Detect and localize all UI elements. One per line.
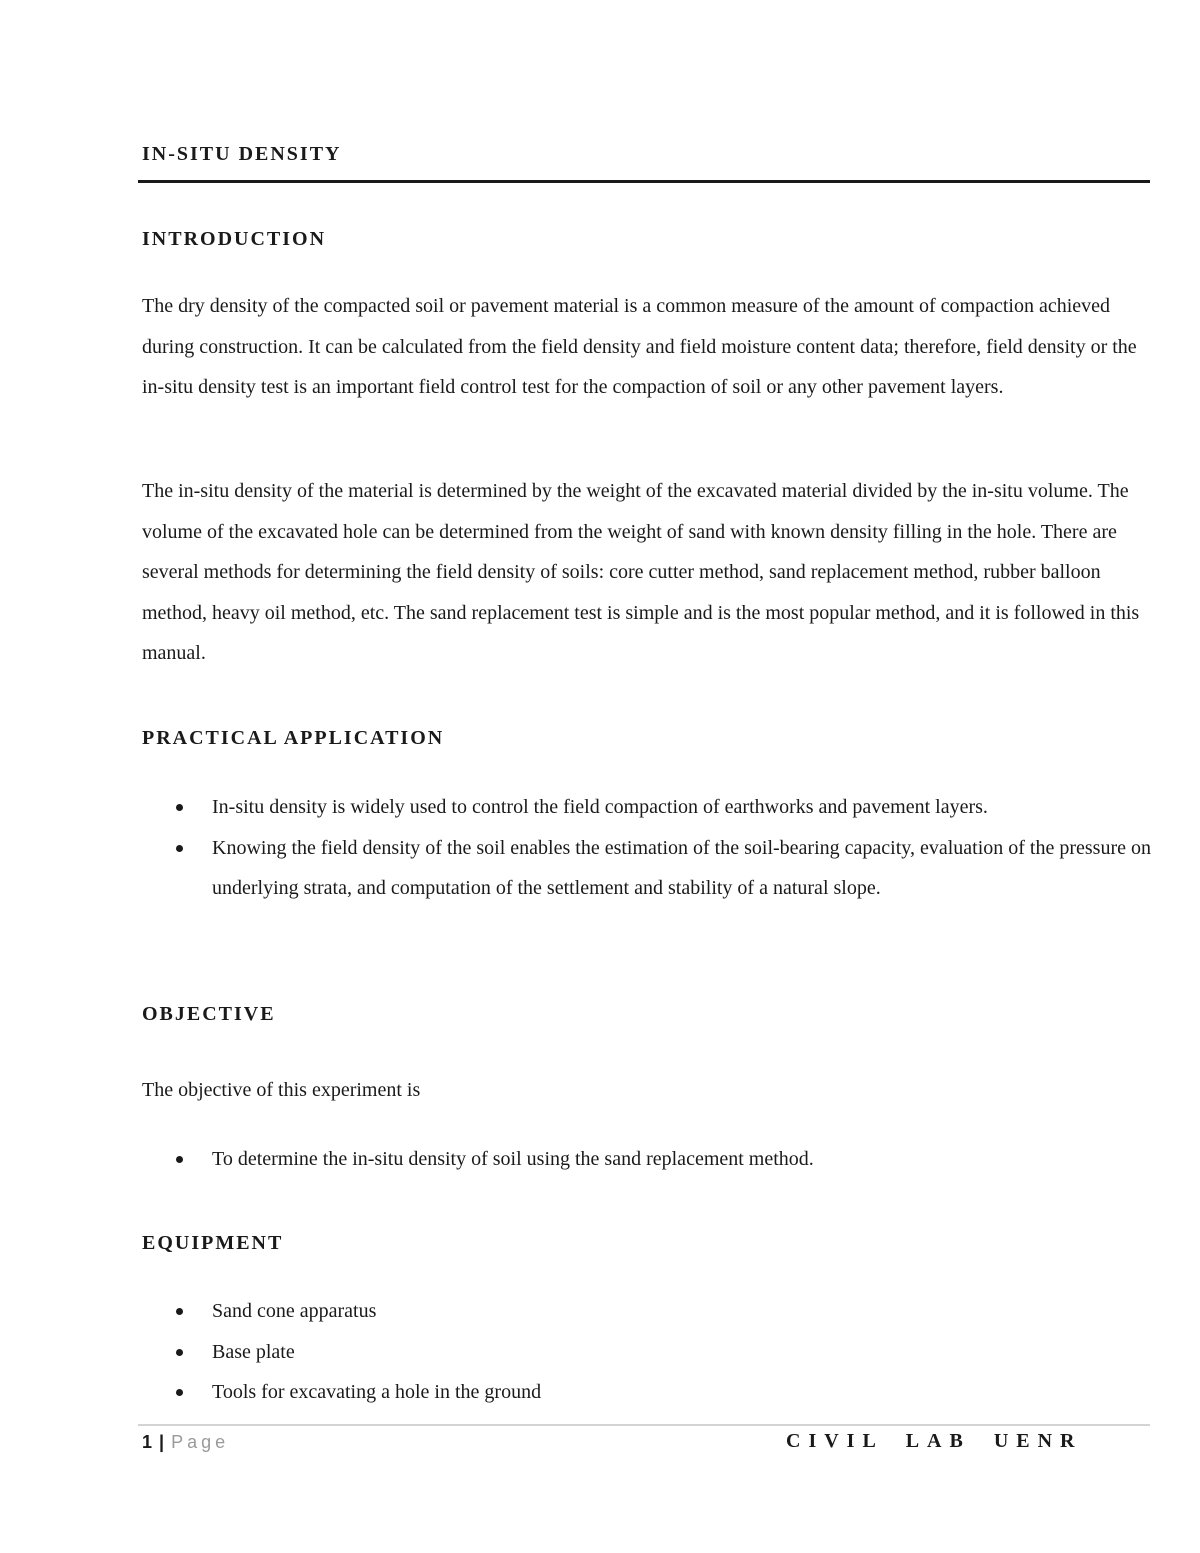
objective-list — [142, 1139, 1152, 1180]
list-item — [142, 1372, 1152, 1413]
list-item — [142, 1139, 1152, 1180]
list-item — [142, 787, 1152, 828]
footer-divider — [138, 1424, 1150, 1426]
equipment-heading: EQUIPMENT — [142, 1232, 284, 1254]
bullet-icon — [176, 1156, 183, 1163]
bullet-icon — [176, 1308, 183, 1315]
introduction-paragraph-1: The dry density of the compacted soil or pavement material is a common measure of the amount of compaction achieved during construction. It can be calculated from the field density and field moisture content data; therefore, field density or the in-situ density test is an important field control test for the compaction of soil or any other pavement layers. — [142, 295, 1137, 398]
footer-organization: CIVIL LAB UENR — [786, 1430, 1083, 1452]
objective-heading: OBJECTIVE — [142, 1003, 276, 1025]
list-item-text: Knowing the field density of the soil enables the estimation of the soil-bearing capacity, evaluation of the pressure on underlying strata, and computation of the settlement and stability of a natural slope. — [212, 836, 1151, 899]
page-number-value: 1 — [142, 1432, 153, 1452]
bullet-icon — [176, 804, 183, 811]
equipment-list — [142, 1291, 1152, 1413]
practical-application-list — [142, 787, 1152, 909]
list-item-text: Tools for excavating a hole in the ground — [212, 1381, 542, 1403]
introduction-heading: INTRODUCTION — [142, 228, 327, 250]
page-number — [142, 1432, 229, 1453]
page-number-separator: | — [159, 1432, 165, 1452]
title-divider — [138, 180, 1150, 183]
bullet-icon — [176, 845, 183, 852]
practical-application-heading: PRACTICAL APPLICATION — [142, 727, 445, 749]
document-title: IN-SITU DENSITY — [142, 143, 342, 165]
list-item-text: To determine the in-situ density of soil using the sand replacement method. — [212, 1148, 814, 1170]
list-item-text: In-situ density is widely used to control the field compaction of earthworks and pavement layers. — [212, 796, 988, 818]
introduction-paragraph-2: The in-situ density of the material is determined by the weight of the excavated material divided by the in-situ volume. The volume of the excavated hole can be determined from the weight of sand with known density filling in the hole. There are several methods for determining the field density of soils: core cutter method, sand replacement method, rubber balloon method, heavy oil method, etc. The sand replacement test is simple and is the most popular method, and it is followed in this manual. — [142, 480, 1140, 664]
list-item — [142, 1332, 1152, 1373]
list-item — [142, 1291, 1152, 1332]
bullet-icon — [176, 1349, 183, 1356]
list-item-text: Sand cone apparatus — [212, 1300, 377, 1322]
objective-intro: The objective of this experiment is — [142, 1079, 421, 1101]
page-word: Page — [171, 1432, 230, 1452]
bullet-icon — [176, 1389, 183, 1396]
list-item — [142, 828, 1152, 909]
list-item-text: Base plate — [212, 1340, 295, 1363]
